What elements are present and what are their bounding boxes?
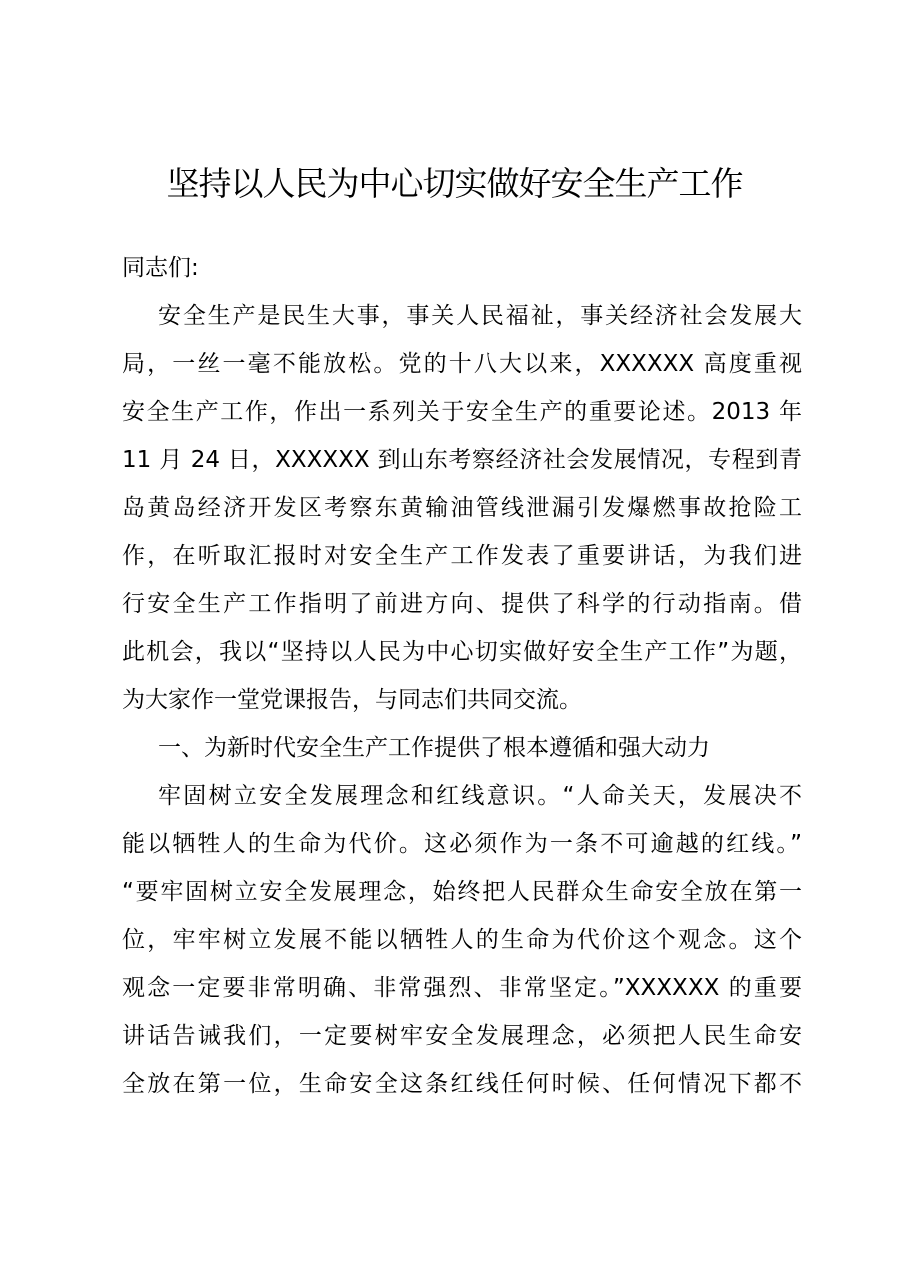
salutation: 同志们: [122,255,199,281]
paragraph-line: 位，牢牢树立发展不能以牺牲人的生命为代价这个观念。这个 [122,927,802,953]
section-heading: 一、为新时代安全生产工作提供了根本遵循和强大动力 [158,735,710,761]
paragraph-line: 作，在听取汇报时对安全生产工作发表了重要讲话，为我们进 [122,543,802,569]
paragraph-line: 全放在第一位，生命安全这条红线任何时候、任何情况下都不 [122,1071,802,1097]
paragraph-line: 安全生产工作，作出一系列关于安全生产的重要论述。2013 年 [122,399,802,425]
paragraph-line: 此机会，我以“坚持以人民为中心切实做好安全生产工作”为题， [122,639,802,665]
paragraph-line: 行安全生产工作指明了前进方向、提供了科学的行动指南。借 [122,591,802,617]
paragraph-line: 安全生产是民生大事，事关人民福祉，事关经济社会发展大 [158,303,802,329]
paragraph-line: 局，一丝一毫不能放松。党的十八大以来，XXXXXX 高度重视 [122,351,802,377]
paragraph-line: 11 月 24 日，XXXXXX 到山东考察经济社会发展情况，专程到青 [122,447,802,473]
paragraph-line: 能以牺牲人的生命为代价。这必须作为一条不可逾越的红线。” [122,831,802,857]
paragraph-line: 岛黄岛经济开发区考察东黄输油管线泄漏引发爆燃事故抢险工 [122,495,802,521]
paragraph-line: 为大家作一堂党课报告，与同志们共同交流。 [122,687,582,713]
document-title: 坚持以人民为中心切实做好安全生产工作 [166,164,743,203]
paragraph-line: 讲话告诫我们，一定要树牢安全发展理念，必须把人民生命安 [122,1023,802,1049]
paragraph-line: “要牢固树立安全发展理念，始终把人民群众生命安全放在第一 [122,879,802,905]
paragraph-line: 观念一定要非常明确、非常强烈、非常坚定。”XXXXXX 的重要 [122,975,802,1001]
paragraph-line: 牢固树立安全发展理念和红线意识。“人命关天，发展决不 [158,783,802,809]
document-body [122,244,802,1108]
